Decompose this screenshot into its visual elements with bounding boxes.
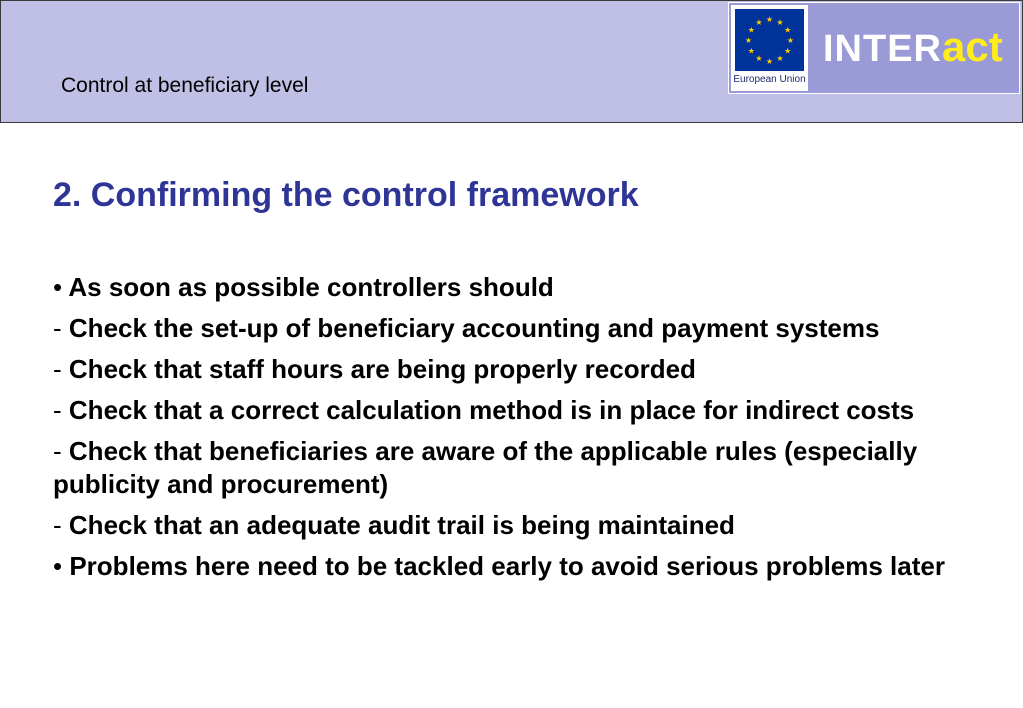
header-banner	[0, 0, 1023, 123]
eu-star-icon: ★	[765, 15, 774, 24]
eu-star-icon: ★	[755, 54, 763, 64]
list-item	[53, 271, 973, 304]
bullet-marker: •	[53, 551, 63, 581]
wordmark-inter: INTER	[823, 28, 942, 70]
list-item	[53, 353, 973, 386]
list-item-text: Problems here need to be tackled early to avoid serious problems later	[69, 551, 945, 581]
list-item	[53, 312, 973, 345]
eu-star-icon: ★	[755, 17, 763, 27]
eu-star-icon: ★	[776, 17, 784, 27]
bullet-list	[53, 271, 973, 591]
eu-star-icon: ★	[747, 25, 755, 35]
list-item-text: Check that beneficiaries are aware of the applicable rules (especially publicity and procurement)	[53, 436, 918, 499]
dash-marker: -	[53, 395, 62, 425]
list-item	[53, 435, 973, 501]
list-item	[53, 550, 973, 583]
interact-wordmark	[823, 25, 1003, 71]
wordmark-act: act	[942, 23, 1003, 70]
list-item-text: Check that staff hours are being properly recorded	[68, 354, 696, 384]
eu-star-icon: ★	[747, 46, 755, 56]
eu-flag-icon	[735, 9, 804, 71]
list-item-text: Check the set-up of beneficiary accounting and payment systems	[68, 313, 880, 343]
section-title: Control at beneficiary level	[61, 74, 309, 97]
dash-marker: -	[53, 354, 62, 384]
eu-label: European Union	[733, 74, 806, 85]
bullet-marker: •	[53, 272, 63, 302]
dash-marker: -	[53, 510, 62, 540]
list-item	[53, 394, 973, 427]
interact-logo	[728, 2, 1020, 94]
dash-marker: -	[53, 436, 62, 466]
list-item-text: As soon as possible controllers should	[68, 272, 554, 302]
list-item	[53, 509, 973, 542]
eu-star-icon: ★	[744, 36, 753, 45]
eu-emblem	[731, 5, 808, 91]
eu-star-icon: ★	[776, 54, 784, 64]
eu-star-icon: ★	[786, 36, 795, 45]
eu-star-icon: ★	[784, 25, 792, 35]
eu-star-icon: ★	[765, 57, 774, 66]
dash-marker: -	[53, 313, 62, 343]
eu-star-icon: ★	[784, 46, 792, 56]
list-item-text: Check that an adequate audit trail is being maintained	[68, 510, 735, 540]
slide-title: 2. Confirming the control framework	[53, 176, 639, 214]
list-item-text: Check that a correct calculation method is in place for indirect costs	[68, 395, 915, 425]
